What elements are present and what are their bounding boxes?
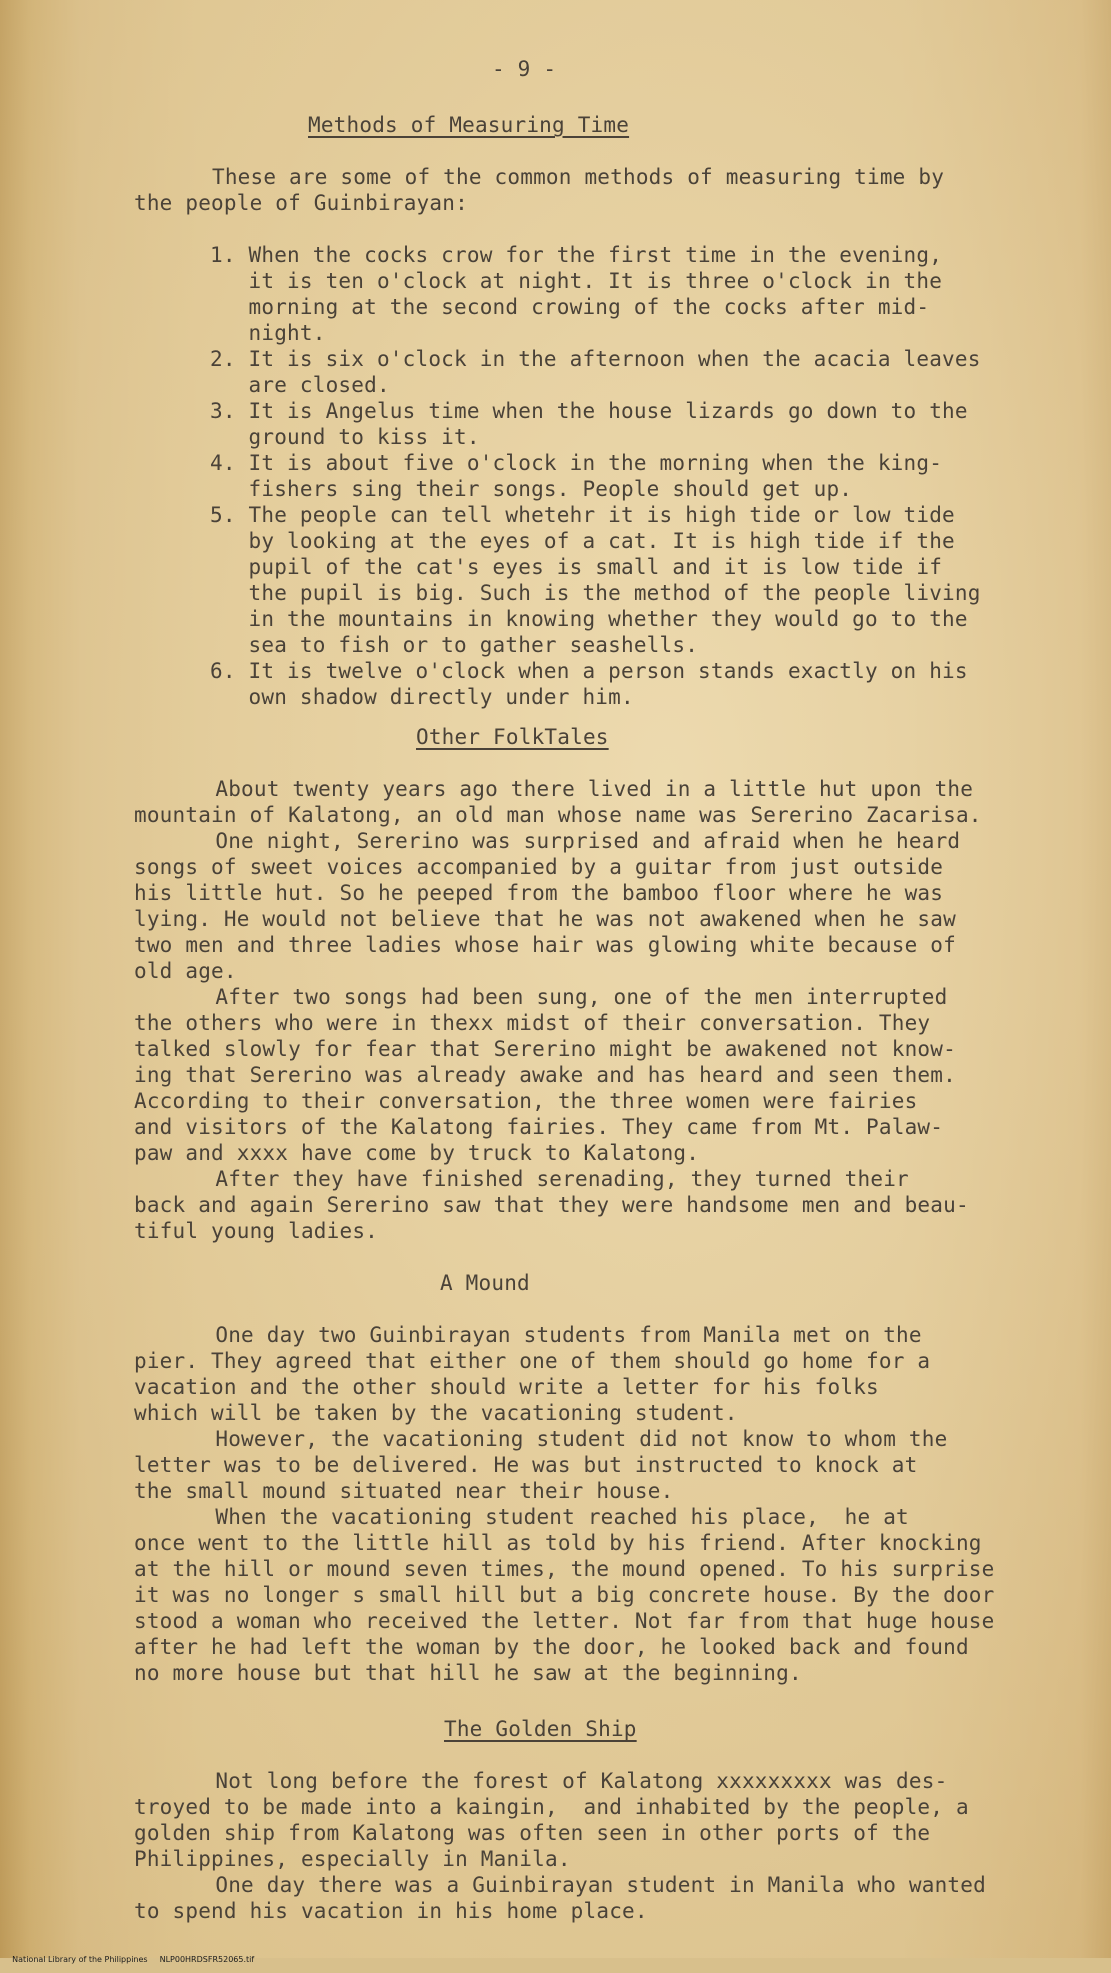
methods-item-3: 3. It is Angelus time when the house lizards go down to the	[210, 399, 968, 423]
methods-item-6: own shadow directly under him.	[210, 685, 634, 709]
folktale-line: After two songs had been sung, one of the men interrupted	[164, 985, 948, 1009]
mound-line: pier. They agreed that either one of them should go home for a	[134, 1349, 931, 1373]
footer-library: National Library of the Philippines	[12, 1955, 148, 1964]
folktale-line: his little hut. So he peeped from the bamboo floor where he was	[134, 881, 944, 905]
methods-item-1: 1. When the cocks crow for the first time in the evening,	[210, 243, 943, 267]
mound-line: When the vacationing student reached his place, he at	[164, 1505, 909, 1529]
mound-line: once went to the little hill as told by his friend. After knocking	[134, 1531, 982, 1555]
mound-line: which will be taken by the vacationing student.	[134, 1401, 738, 1425]
folktale-line: lying. He would not believe that he was not awakened when he saw	[134, 907, 956, 931]
folktale-line: two men and three ladies whose hair was glowing white because of	[134, 933, 956, 957]
mound-line: stood a woman who received the letter. Not far from that huge house	[134, 1609, 995, 1633]
folktale-line: One night, Sererino was surprised and afraid when he heard	[164, 829, 961, 853]
methods-item-5: 5. The people can tell whetehr it is high tide or low tide	[210, 503, 955, 527]
folktale-line: back and again Sererino saw that they were handsome men and beau-	[134, 1193, 969, 1217]
mound-line: at the hill or mound seven times, the mound opened. To his surprise	[134, 1557, 995, 1581]
mound-line: after he had left the woman by the door, he looked back and found	[134, 1635, 969, 1659]
methods-intro-line: These are some of the common methods of measuring time by	[212, 165, 945, 189]
folktale-line: talked slowly for fear that Sererino might be awakened not know-	[134, 1037, 956, 1061]
folktale-line: According to their conversation, the three women were fairies	[134, 1089, 918, 1113]
folktale-line: and visitors of the Kalatong fairies. They came from Mt. Palaw-	[134, 1115, 944, 1139]
methods-item-2: are closed.	[210, 373, 390, 397]
folktale-line: tiful young ladies.	[134, 1219, 379, 1243]
golden-ship-line: to spend his vacation in his home place.	[134, 1899, 648, 1923]
methods-item-4: fishers sing their songs. People should get up.	[210, 477, 853, 501]
folktale-line: mountain of Kalatong, an old man whose name was Sererino Zacarisa.	[134, 803, 982, 827]
mound-line: letter was to be delivered. He was but instructed to knock at	[134, 1453, 918, 1477]
methods-item-4: 4. It is about five o'clock in the morning when the king-	[210, 451, 943, 475]
mound-line: no more house but that hill he saw at the beginning.	[134, 1661, 802, 1685]
mound-line: However, the vacationing student did not know to whom the	[164, 1427, 948, 1451]
methods-item-6: 6. It is twelve o'clock when a person stands exactly on his	[210, 659, 968, 683]
golden-ship-line: Not long before the forest of Kalatong xxxxxxxxx was des-	[164, 1769, 948, 1793]
mound-line: One day two Guinbirayan students from Manila met on the	[164, 1323, 922, 1347]
methods-item-5: sea to fish or to gather seashells.	[210, 633, 699, 657]
folktale-line: About twenty years ago there lived in a little hut upon the	[164, 777, 974, 801]
methods-item-3: ground to kiss it.	[210, 425, 480, 449]
methods-item-5: by looking at the eyes of a cat. It is high tide if the	[210, 529, 955, 553]
section-title-folktales: Other FolkTales	[416, 725, 609, 749]
folktale-line: songs of sweet voices accompanied by a guitar from just outside	[134, 855, 944, 879]
folktale-line: After they have finished serenading, they turned their	[164, 1167, 909, 1191]
section-title-golden-ship: The Golden Ship	[444, 1717, 637, 1741]
golden-ship-line: troyed to be made into a kaingin, and inhabited by the people, a	[134, 1795, 969, 1819]
golden-ship-line: One day there was a Guinbirayan student in Manila who wanted	[164, 1873, 986, 1897]
methods-item-5: in the mountains in knowing whether they would go to the	[210, 607, 968, 631]
scan-footer	[2, 1946, 254, 1973]
golden-ship-line: Philippines, especially in Manila.	[134, 1847, 571, 1871]
mound-line: the small mound situated near their house.	[134, 1479, 674, 1503]
folktale-line: ing that Sererino was already awake and has heard and seen them.	[134, 1063, 956, 1087]
folktale-line: old age.	[134, 959, 237, 983]
methods-item-1: it is ten o'clock at night. It is three o'clock in the	[210, 269, 943, 293]
section-title-mound: A Mound	[440, 1271, 530, 1295]
folktale-line: paw and xxxx have come by truck to Kalatong.	[134, 1141, 700, 1165]
section-title-methods: Methods of Measuring Time	[308, 113, 630, 137]
folktale-line: the others who were in thexx midst of their conversation. They	[134, 1011, 931, 1035]
methods-item-1: night.	[210, 321, 326, 345]
methods-item-2: 2. It is six o'clock in the afternoon when the acacia leaves	[210, 347, 981, 371]
methods-intro-line: the people of Guinbirayan:	[134, 191, 468, 215]
mound-line: it was no longer s small hill but a big concrete house. By the door	[134, 1583, 995, 1607]
methods-item-5: the pupil is big. Such is the method of the people living	[210, 581, 981, 605]
methods-item-5: pupil of the cat's eyes is small and it is low tide if	[210, 555, 943, 579]
golden-ship-line: golden ship from Kalatong was often seen in other ports of the	[134, 1821, 931, 1845]
mound-line: vacation and the other should write a letter for his folks	[134, 1375, 879, 1399]
page-number: - 9 -	[492, 57, 557, 81]
footer-file: NLP00HRDSFR52065.tif	[159, 1955, 255, 1964]
methods-item-1: morning at the second crowing of the cocks after mid-	[210, 295, 930, 319]
